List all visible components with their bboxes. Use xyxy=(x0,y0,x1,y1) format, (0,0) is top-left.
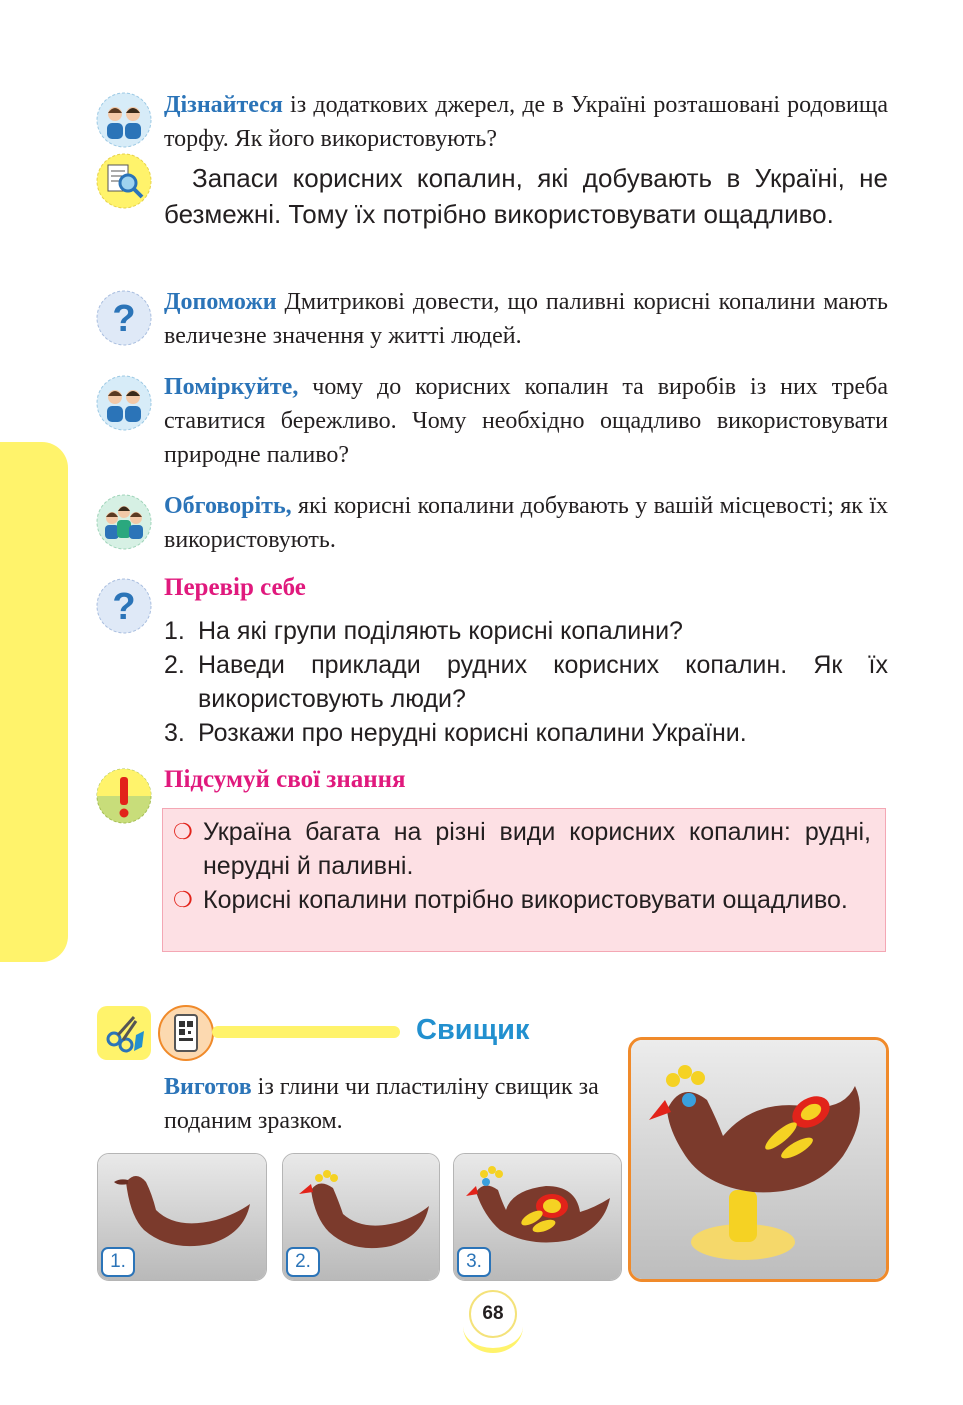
list-item: ❍ Корисні копалини потрібно використовувати ощадливо. xyxy=(173,883,871,917)
step-label: 2. xyxy=(286,1247,320,1277)
check-heading: Перевір себе xyxy=(164,574,306,601)
step-label: 1. xyxy=(101,1247,135,1277)
discuss-lead: Обговоріть, xyxy=(164,493,292,519)
step-label: 3. xyxy=(457,1247,491,1277)
side-tab xyxy=(0,442,68,962)
think-lead: Поміркуйте, xyxy=(164,374,299,400)
check-list xyxy=(164,614,888,750)
question-icon xyxy=(96,290,152,346)
step-photo-3 xyxy=(453,1153,622,1281)
bullet-icon: ❍ xyxy=(173,819,193,844)
help-lead: Допоможи xyxy=(164,289,277,315)
learn-text: із додаткових джерел, де в Україні розташовані родовища торфу. Як його використовують? xyxy=(164,92,888,152)
list-item: ❍ Україна багата на різні види корисних копалин: рудні, нерудні й паливні. xyxy=(173,815,871,883)
summary-box xyxy=(162,808,886,952)
bullet-icon: ❍ xyxy=(173,887,193,912)
help-paragraph xyxy=(164,285,888,353)
craft-lead: Виготов xyxy=(164,1074,252,1100)
page-number: 68 xyxy=(469,1290,517,1338)
pair-students-icon xyxy=(96,92,152,148)
craft-text: із глини чи пластиліну свищик за поданим зразком. xyxy=(164,1074,599,1134)
list-item: 3. Розкажи про нерудні корисні копалини України. xyxy=(164,719,747,747)
group-students-icon xyxy=(96,494,152,550)
step-photo-2 xyxy=(282,1153,440,1281)
summary-heading: Підсумуй свої знання xyxy=(164,766,406,793)
reserves-paragraph: Запаси корисних копалин, які добувають в Україні, не безмежні. Тому їх потрібно використовувати ощадливо. xyxy=(164,163,888,229)
step-photo-1 xyxy=(97,1153,267,1281)
pair-students-icon xyxy=(96,375,152,431)
title-decor-bar xyxy=(212,1026,400,1038)
learn-lead: Дізнайтеся xyxy=(164,92,283,118)
question-icon xyxy=(96,578,152,634)
scissors-pencil-icon xyxy=(96,1005,152,1061)
qr-phone-icon xyxy=(158,1005,214,1061)
discuss-text: які корисні копалини добувають у вашій місцевості; як їх використовують. xyxy=(164,493,888,553)
help-text: Дмитрикові довести, що паливні корисні копалини мають величезне значення у житті людей. xyxy=(164,289,888,349)
svg-text:?: ? xyxy=(112,586,136,628)
think-paragraph xyxy=(164,370,888,472)
craft-title: Свищик xyxy=(416,1014,530,1046)
list-item: 2. Наведи приклади рудних корисних копалин. Як їх використовують люди? xyxy=(164,651,888,713)
craft-paragraph xyxy=(164,1070,604,1138)
svg-text:?: ? xyxy=(112,298,136,340)
learn-paragraph xyxy=(164,88,888,156)
list-item: 1. На які групи поділяють корисні копалини? xyxy=(164,617,683,645)
exclamation-icon xyxy=(96,768,152,824)
magnifier-document-icon xyxy=(96,153,152,209)
finished-whistle-photo xyxy=(628,1037,889,1282)
discuss-paragraph xyxy=(164,489,888,557)
think-text: чому до корисних копалин та виробів із них треба ставитися бережливо. Чому необхідно ощадливо використовувати природне паливо? xyxy=(164,374,888,468)
